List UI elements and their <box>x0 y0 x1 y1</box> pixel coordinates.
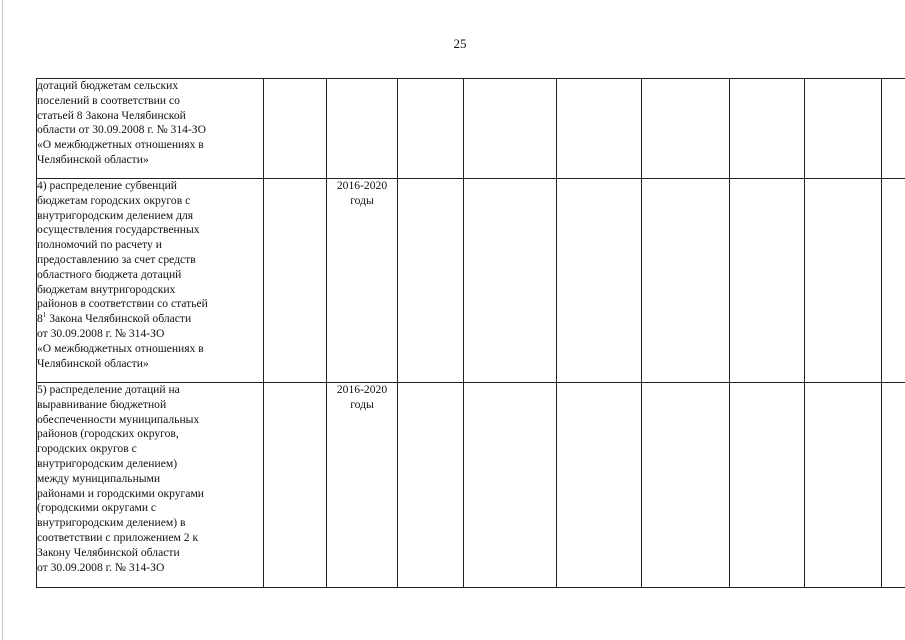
table-cell <box>264 179 327 383</box>
table-cell <box>464 179 557 383</box>
row-description-text: 4) распределение субвенций бюджетам городских округов с внутригородским делением для осуществления государственных полномочий по расчету и предоставлению за счет средств областного бюджета дотаций бюджетам внутригородских районов в соответствии со статьей 8 <box>37 179 208 326</box>
row-description: 5) распределение дотаций на выравнивание бюджетной обеспеченности муниципальных районов (городских округов, городских округов с внутригородским делением) между муниципальными районами и городскими округами (городскими округами с внутригородским делением) в соответствии с приложением 2 к Закону Челябинской области от 30.09.2008 г. № 314-ЗО <box>37 383 264 588</box>
table-cell <box>557 79 642 179</box>
table-cell <box>730 383 805 588</box>
superscript: 1 <box>42 311 47 320</box>
table-cell <box>557 179 642 383</box>
table-cell <box>642 79 730 179</box>
row-description <box>37 179 264 383</box>
row-period <box>327 79 398 179</box>
page-number: 25 <box>453 36 467 51</box>
row-period: 2016-2020 годы <box>327 179 398 383</box>
row-description-text-continued: Закона Челябинской области от 30.09.2008 г. № 314-ЗО «О межбюджетных отношениях в Челябинской области» <box>37 312 204 370</box>
table-row <box>37 383 905 588</box>
row-description: дотаций бюджетам сельских поселений в соответствии со статьей 8 Закона Челябинской области от 30.09.2008 г. № 314-ЗО «О межбюджетных отношениях в Челябинской области» <box>37 79 264 179</box>
table-cell <box>464 383 557 588</box>
table-cell <box>264 79 327 179</box>
table-cell <box>882 383 905 588</box>
document-table <box>36 78 905 588</box>
table-cell <box>882 79 905 179</box>
table-cell <box>805 79 882 179</box>
table-cell <box>805 383 882 588</box>
row-period: 2016-2020 годы <box>327 383 398 588</box>
table-cell <box>398 383 464 588</box>
table-cell <box>730 79 805 179</box>
table-cell <box>398 179 464 383</box>
table-row <box>37 79 905 179</box>
table-cell <box>882 179 905 383</box>
table-cell <box>642 179 730 383</box>
table-cell <box>557 383 642 588</box>
table-cell <box>642 383 730 588</box>
table-cell <box>464 79 557 179</box>
table-cell <box>398 79 464 179</box>
table-cell <box>805 179 882 383</box>
scan-edge-line <box>2 0 3 640</box>
table-cell <box>264 383 327 588</box>
table-row <box>37 179 905 383</box>
table-cell <box>730 179 805 383</box>
